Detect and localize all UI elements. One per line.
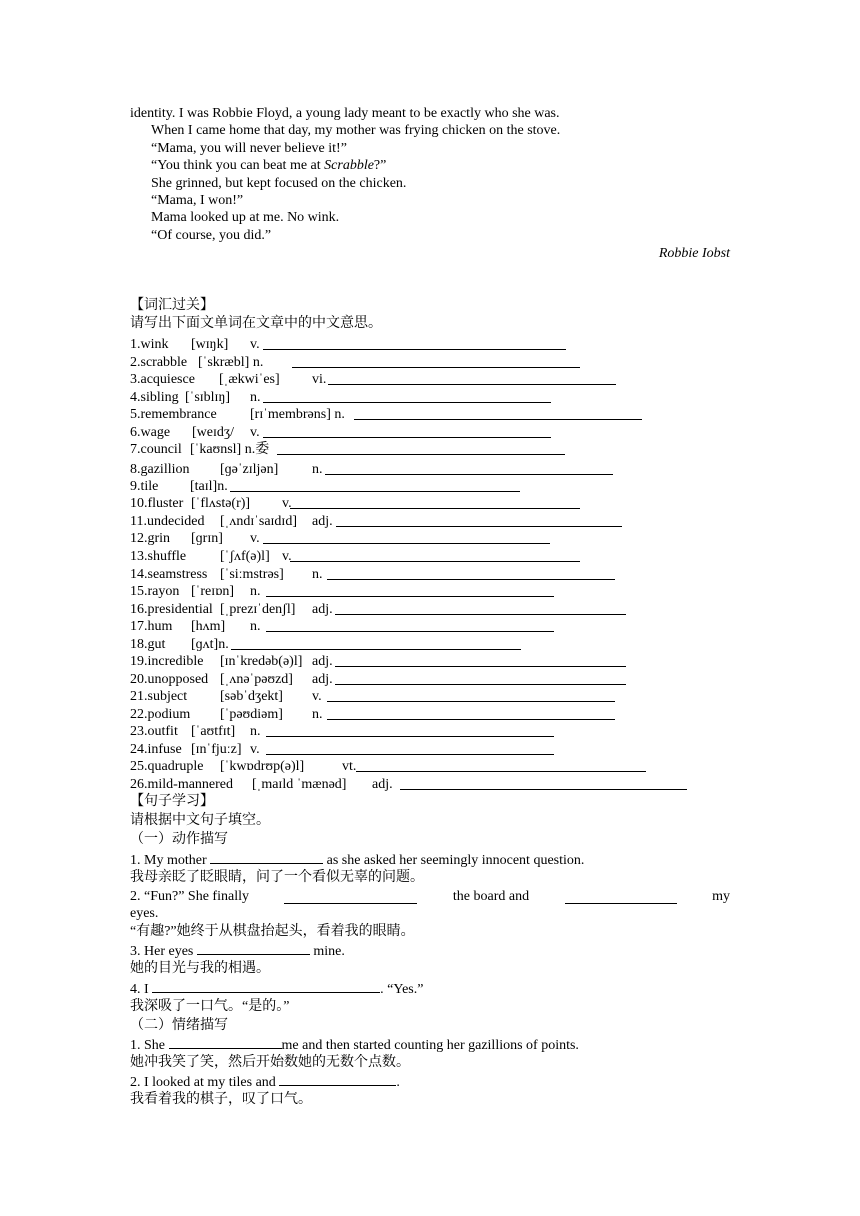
sentence-text: as she asked her seemingly innocent question. — [323, 853, 585, 868]
emotion-sentence-1 — [130, 1036, 579, 1054]
vocab-word: 7.council — [130, 442, 182, 457]
vocab-phonetic: [ˈflʌstə(r)] — [191, 496, 251, 511]
vocab-phonetic: [ɡrɪn] — [191, 531, 223, 546]
answer-blank[interactable] — [290, 548, 580, 562]
sentence-instruction: 请根据中文句子填空。 — [130, 813, 270, 828]
vocab-part-of-speech: n. — [312, 707, 323, 722]
vocab-phonetic: [hʌm] — [191, 619, 226, 634]
sentence-2-cn: “有趣?”她终于从棋盘抬起头，看着我的眼睛。 — [130, 924, 415, 939]
sentence-1-cn: 我母亲眨了眨眼睛，问了一个看似无辜的问题。 — [130, 870, 424, 885]
vocab-phonetic: [ˈaʊtfɪt] — [191, 724, 236, 739]
sentence-text: mine. — [309, 944, 345, 959]
answer-blank[interactable] — [266, 741, 554, 755]
answer-blank[interactable] — [266, 583, 554, 597]
answer-blank[interactable] — [327, 706, 615, 720]
vocab-phonetic: [ˈʃʌf(ə)l] — [220, 549, 270, 564]
vocab-phonetic: [ˈsɪblɪŋ] — [185, 390, 231, 405]
answer-blank[interactable] — [230, 478, 520, 492]
vocab-part-of-speech: n. — [312, 462, 323, 477]
story-italic-word: Scrabble — [324, 158, 374, 173]
sentence-text: my — [708, 889, 730, 904]
vocab-word: 22.podium — [130, 707, 191, 722]
answer-blank[interactable] — [336, 513, 622, 527]
vocab-word: 20.unopposed — [130, 672, 209, 687]
story-text: “You think you can beat me at — [151, 158, 325, 173]
vocab-word: 1.wink — [130, 337, 169, 352]
answer-blank[interactable] — [335, 601, 626, 615]
answer-blank[interactable] — [210, 851, 323, 864]
answer-blank[interactable] — [400, 776, 687, 790]
vocab-heading: 【词汇过关】 — [130, 298, 214, 313]
vocab-word: 14.seamstress — [130, 567, 208, 582]
vocab-part-of-speech: n. — [250, 584, 261, 599]
answer-blank[interactable] — [335, 653, 626, 667]
emotion-sentence-2-cn: 我看着我的棋子，叹了口气。 — [130, 1092, 312, 1107]
vocab-word: 19.incredible — [130, 654, 204, 669]
emotion-sentence-2 — [130, 1073, 400, 1091]
answer-blank[interactable] — [327, 566, 615, 580]
vocab-phonetic: [ˈpəʊdiəm] — [220, 707, 283, 722]
answer-blank[interactable] — [263, 336, 566, 350]
vocab-part-of-speech: n. — [312, 567, 323, 582]
vocab-word: 25.quadruple — [130, 759, 204, 774]
vocab-part-of-speech: n. — [250, 390, 261, 405]
vocab-word: 6.wage — [130, 425, 171, 440]
vocab-word: 24.infuse — [130, 742, 182, 757]
sentence-text: 2. “Fun?” She finally — [130, 889, 253, 904]
vocab-word: 8.gazillion — [130, 462, 190, 477]
vocab-phonetic: [ˌprezɪˈdenʃl] — [220, 602, 296, 617]
part1-label: （一）动作描写 — [130, 832, 228, 847]
story-line: Mama looked up at me. No wink. — [151, 210, 340, 225]
vocab-word: 10.fluster — [130, 496, 184, 511]
sentence-3-cn: 她的目光与我的相遇。 — [130, 961, 270, 976]
answer-blank[interactable] — [327, 688, 615, 702]
answer-blank[interactable] — [277, 441, 565, 455]
answer-blank[interactable] — [328, 371, 616, 385]
vocab-phonetic: [ɡəˈzɪljən] — [220, 462, 279, 477]
story-line: “Mama, I won!” — [151, 193, 244, 208]
answer-blank[interactable] — [266, 723, 554, 737]
answer-blank[interactable] — [169, 1036, 282, 1049]
vocab-part-of-speech: adj. — [372, 777, 393, 792]
story-text: ?” — [373, 158, 387, 173]
answer-blank[interactable] — [279, 1073, 396, 1086]
vocab-word: 13.shuffle — [130, 549, 187, 564]
vocab-part-of-speech: v. — [282, 549, 292, 564]
sentence-4 — [130, 980, 423, 998]
vocab-phonetic: [taɪl]n. — [190, 479, 228, 494]
story-line: “Mama, you will never believe it!” — [151, 141, 347, 156]
vocab-part-of-speech: adj. — [312, 602, 333, 617]
answer-blank[interactable] — [266, 618, 554, 632]
sentence-2 — [130, 888, 730, 905]
vocab-word: 18.gut — [130, 637, 166, 652]
vocab-phonetic: [ˌʌndɪˈsaɪdɪd] — [220, 514, 297, 529]
sentence-text: me and then started counting her gazillions of points. — [281, 1038, 579, 1053]
vocab-word: 17.hum — [130, 619, 173, 634]
vocab-phonetic: [ˈskræbl] n. — [198, 355, 264, 370]
vocab-phonetic: [ˈkwɒdrʊp(ə)l] — [220, 759, 305, 774]
answer-blank[interactable] — [354, 406, 642, 420]
vocab-part-of-speech: v. — [250, 425, 260, 440]
vocab-part-of-speech: adj. — [312, 672, 333, 687]
vocab-word: 21.subject — [130, 689, 188, 704]
answer-blank[interactable] — [152, 980, 380, 993]
answer-blank[interactable] — [263, 389, 551, 403]
vocab-phonetic: [ɪnˈkredəb(ə)l] — [220, 654, 303, 669]
sentence-text: the board and — [449, 889, 533, 904]
vocab-phonetic: [ˈkaʊnsl] n.委 — [190, 442, 270, 457]
sentence-text: 2. I looked at my tiles and — [130, 1075, 280, 1090]
vocab-phonetic: [ˌmaɪld ˈmænəd] — [252, 777, 347, 792]
story-line — [151, 157, 386, 174]
vocab-word: 12.grin — [130, 531, 171, 546]
vocab-word: 11.undecided — [130, 514, 205, 529]
vocab-phonetic: [rɪˈmembrəns] n. — [250, 407, 345, 422]
answer-blank[interactable] — [263, 530, 550, 544]
vocab-phonetic: [ˈsiːmstrəs] — [220, 567, 284, 582]
vocab-part-of-speech: v. — [250, 531, 260, 546]
vocab-part-of-speech: n. — [250, 724, 261, 739]
vocab-word: 4.sibling — [130, 390, 179, 405]
answer-blank[interactable] — [565, 891, 677, 904]
sentence-text: 4. I — [130, 982, 153, 997]
sentence-text: . — [396, 1075, 400, 1090]
vocab-part-of-speech: vi. — [312, 372, 327, 387]
vocab-part-of-speech: v. — [250, 337, 260, 352]
vocab-phonetic: [wɪŋk] — [191, 337, 229, 352]
answer-blank[interactable] — [292, 354, 580, 368]
vocab-word: 5.remembrance — [130, 407, 217, 422]
vocab-word: 3.acquiesce — [130, 372, 195, 387]
sentence-heading: 【句子学习】 — [130, 794, 214, 809]
story-author: Robbie Iobst — [658, 246, 730, 261]
answer-blank[interactable] — [325, 461, 613, 475]
sentence-3 — [130, 942, 345, 960]
vocab-part-of-speech: adj. — [312, 514, 333, 529]
answer-blank[interactable] — [263, 424, 551, 438]
vocab-word: 15.rayon — [130, 584, 180, 599]
answer-blank[interactable] — [335, 671, 626, 685]
vocab-word: 2.scrabble — [130, 355, 188, 370]
sentence-4-cn: 我深吸了一口气。“是的。” — [130, 999, 290, 1014]
vocab-part-of-speech: adj. — [312, 654, 333, 669]
vocab-phonetic: [ɡʌt]n. — [191, 637, 229, 652]
sentence-text: 3. Her eyes — [130, 944, 197, 959]
emotion-sentence-1-cn: 她冲我笑了笑，然后开始数她的无数个点数。 — [130, 1055, 410, 1070]
vocab-phonetic: [ˌʌnəˈpəʊzd] — [220, 672, 293, 687]
story-line: identity. I was Robbie Floyd, a young lady meant to be exactly who she was. — [130, 106, 560, 121]
vocab-part-of-speech: vt. — [342, 759, 357, 774]
part2-label: （二）情绪描写 — [130, 1018, 228, 1033]
answer-blank[interactable] — [231, 636, 521, 650]
vocab-part-of-speech: n. — [250, 619, 261, 634]
sentence-text: 1. My mother — [130, 853, 211, 868]
sentence-text: . “Yes.” — [380, 982, 424, 997]
vocab-phonetic: [ˌækwiˈes] — [219, 372, 280, 387]
answer-blank[interactable] — [356, 758, 646, 772]
vocab-word: 16.presidential — [130, 602, 213, 617]
vocab-phonetic: [səbˈdʒekt] — [220, 689, 283, 704]
vocab-instruction: 请写出下面文单词在文章中的中文意思。 — [130, 316, 382, 331]
vocab-word: 26.mild-mannered — [130, 777, 234, 792]
sentence-1 — [130, 851, 584, 869]
vocab-phonetic: [ɪnˈfjuːz] — [191, 742, 242, 757]
answer-blank[interactable] — [290, 495, 580, 509]
vocab-part-of-speech: v. — [312, 689, 322, 704]
sentence-text: 1. She — [130, 1038, 169, 1053]
story-line: She grinned, but kept focused on the chicken. — [151, 176, 407, 191]
sentence-2-cont: eyes. — [130, 906, 159, 921]
vocab-word: 23.outfit — [130, 724, 178, 739]
vocab-part-of-speech: v. — [282, 496, 292, 511]
story-line: When I came home that day, my mother was frying chicken on the stove. — [151, 123, 561, 138]
vocab-phonetic: [ˈreɪɒn] — [191, 584, 235, 599]
answer-blank[interactable] — [197, 942, 310, 955]
vocab-word: 9.tile — [130, 479, 159, 494]
story-line: “Of course, you did.” — [151, 228, 272, 243]
vocab-phonetic: [weɪdʒ/ — [192, 425, 234, 440]
vocab-part-of-speech: v. — [250, 742, 260, 757]
answer-blank[interactable] — [284, 891, 417, 904]
